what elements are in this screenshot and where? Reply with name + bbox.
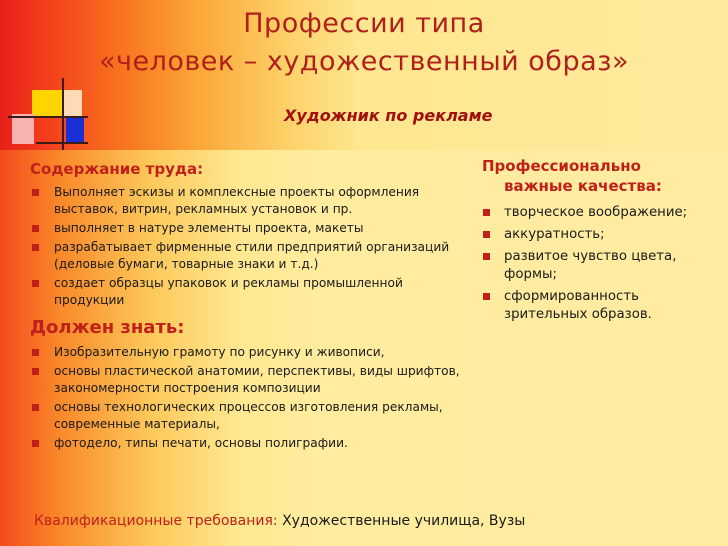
list-item: основы пластической анатомии, перспективы, виды шрифтов, закономерности построения композиции <box>30 363 460 397</box>
decor-yellow-square <box>32 90 62 118</box>
footer-value: Художественные училища, Вузы <box>282 513 526 529</box>
list-item: Изобразительную грамоту по рисунку и живописи, <box>30 344 460 361</box>
decor-horizontal-line-2 <box>36 142 88 144</box>
decor-horizontal-line <box>8 116 88 118</box>
content-heading: Содержание труда: <box>30 160 204 178</box>
decor-pink-square <box>12 114 34 144</box>
know-list <box>30 344 460 452</box>
list-item: развитое чувство цвета, формы; <box>482 248 712 284</box>
decor-vertical-line <box>62 78 64 150</box>
list-item: фотодело, типы печати, основы полиграфии. <box>30 435 460 452</box>
decor-blue-square <box>66 118 84 144</box>
footer-label: Квалификационные требования: <box>34 513 278 529</box>
qualities-heading-line-1: Профессионально <box>482 157 641 175</box>
list-item: создает образцы упаковок и рекламы промышленной продукции <box>30 275 460 309</box>
know-heading: Должен знать: <box>30 317 185 338</box>
title-line-2: «человек – художественный образ» <box>98 46 629 77</box>
list-item: Выполняет эскизы и комплексные проекты оформления выставок, витрин, рекламных установок и пр. <box>30 184 460 218</box>
qualities-heading-line-2: важные качества: <box>504 177 662 195</box>
decor-white-rect <box>62 90 82 118</box>
right-column <box>482 156 712 328</box>
footer <box>34 513 525 529</box>
left-column <box>30 156 460 454</box>
subtitle: Художник по рекламе <box>284 106 493 125</box>
list-item: творческое воображение; <box>482 204 712 222</box>
list-item: выполняет в натуре элементы проекта, макеты <box>30 220 460 237</box>
list-item: основы технологических процессов изготовления рекламы, современные материалы, <box>30 399 460 433</box>
list-item: аккуратность; <box>482 226 712 244</box>
qualities-heading <box>482 156 712 196</box>
qualities-list <box>482 204 712 324</box>
list-item: разрабатывает фирменные стили предприятий организаций (деловые бумаги, товарные знаки и т.д.) <box>30 239 460 273</box>
list-item: сформированность зрительных образов. <box>482 288 712 324</box>
title-line-1: Профессии типа <box>243 8 485 39</box>
content-list <box>30 184 460 309</box>
